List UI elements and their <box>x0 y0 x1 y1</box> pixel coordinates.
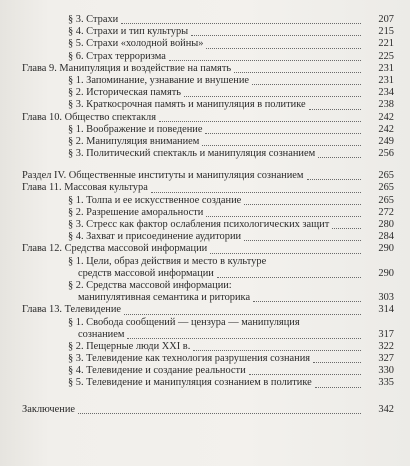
toc-entry <box>0 182 410 194</box>
toc-page-number: 290 <box>378 267 394 279</box>
toc-leader-dots <box>315 377 361 389</box>
toc-entry-title: § 1. Запоминание, узнавание и внушение <box>68 74 250 86</box>
toc-leader-dots <box>206 38 361 50</box>
toc-page-number: 231 <box>378 74 394 86</box>
toc-leader-dots <box>159 112 361 124</box>
toc-leader-dots <box>253 292 361 304</box>
toc-entry <box>0 377 410 389</box>
toc-page-number: 215 <box>378 26 394 38</box>
toc-page-number: 280 <box>378 219 394 230</box>
toc-leader-dots <box>307 170 361 182</box>
toc-entry-title: § 2. Манипуляция вниманием <box>68 135 200 147</box>
toc-entry <box>0 170 410 182</box>
toc-entry <box>0 195 410 207</box>
toc-entry-title: § 3. Стресс как фактор ослабления психологических защит <box>68 219 330 230</box>
toc-entry <box>0 341 410 353</box>
toc-leader-dots <box>244 231 361 243</box>
toc-entry-title: § 4. Телевидение и создание реальности <box>68 365 246 377</box>
toc-entry-title: средств массовой информации <box>78 267 214 279</box>
toc-entry-title: Глава 11. Массовая культура <box>22 182 148 194</box>
toc-page-number: 317 <box>378 328 394 340</box>
toc-leader-dots <box>193 341 361 353</box>
toc-entry-title: § 3. Краткосрочная память и манипуляция в политике <box>68 99 306 111</box>
toc-page-number: 303 <box>378 292 394 304</box>
toc-entry <box>0 87 410 99</box>
toc-page-number: 327 <box>378 353 394 365</box>
toc-entry-title: Раздел IV. Общественные институты и манипуляция сознанием <box>22 170 304 182</box>
toc-page-number: 342 <box>378 403 394 415</box>
toc-leader-dots <box>244 195 361 207</box>
toc-entry <box>0 112 410 124</box>
toc-leader-dots <box>78 404 361 416</box>
toc-leader-dots <box>202 136 361 148</box>
toc-entry-title: Заключение <box>22 403 75 415</box>
toc-leader-dots <box>124 304 361 316</box>
toc-entry <box>0 14 410 26</box>
toc-leader-dots <box>234 63 361 75</box>
toc-leader-dots <box>151 182 361 194</box>
toc-entry <box>0 317 410 329</box>
toc-page-number: 225 <box>378 50 394 62</box>
toc-leader-dots <box>313 353 361 365</box>
toc-entry-title: § 3. Страхи <box>68 14 119 25</box>
toc-entry <box>0 243 410 255</box>
toc-entry-title: § 4. Захват и присоединение аудитории <box>68 231 242 243</box>
toc-leader-dots <box>191 26 361 38</box>
toc-entry-title: Глава 13. Телевидение <box>22 304 122 316</box>
toc-entry <box>0 148 410 160</box>
toc-page-number: 249 <box>378 135 394 147</box>
toc-entry <box>0 124 410 136</box>
toc-page-number: 265 <box>378 170 394 182</box>
toc-entry <box>0 63 410 75</box>
toc-leader-dots <box>206 207 361 219</box>
toc-page-number: 231 <box>378 62 394 74</box>
toc-leader-dots <box>210 243 361 255</box>
table-of-contents <box>0 14 410 416</box>
toc-page-number: 221 <box>378 38 394 50</box>
toc-leader-dots <box>184 87 361 99</box>
toc-entry-title: § 1. Толпа и ее искусственное создание <box>68 194 242 206</box>
toc-entry <box>0 75 410 87</box>
toc-leader-dots <box>205 124 361 136</box>
toc-leader-dots <box>169 51 361 63</box>
toc-leader-dots <box>249 365 361 377</box>
toc-entry-title: § 2. Историческая память <box>68 87 182 99</box>
toc-entry-title: § 2. Средства массовой информации: <box>68 279 232 291</box>
toc-page-number: 290 <box>378 243 394 255</box>
toc-entry-title: манипулятивная семантика и риторика <box>78 292 251 304</box>
toc-entry <box>0 329 410 341</box>
toc-entry-title: Глава 12. Средства массовой информации <box>22 243 208 255</box>
toc-page-number: 284 <box>378 231 394 243</box>
toc-leader-dots <box>252 75 361 87</box>
toc-entry-title: § 2. Пещерные люди XXI в. <box>68 340 191 352</box>
toc-entry <box>0 219 410 231</box>
toc-page-number: 242 <box>378 123 394 135</box>
toc-page-number: 322 <box>378 340 394 352</box>
toc-entry <box>0 51 410 63</box>
toc-entry <box>0 353 410 365</box>
toc-page-number: 234 <box>378 87 394 99</box>
toc-page-number: 330 <box>378 365 394 377</box>
toc-entry <box>0 404 410 416</box>
toc-page-number: 314 <box>378 304 394 316</box>
toc-entry-title: § 1. Воображение и поведение <box>68 123 203 135</box>
toc-entry-title: § 4. Страхи и тип культуры <box>68 26 189 38</box>
toc-entry-title: § 2. Разрешение аморальности <box>68 206 204 218</box>
toc-page-number: 272 <box>378 206 394 218</box>
toc-page-number: 207 <box>378 14 394 25</box>
toc-entry <box>0 231 410 243</box>
toc-leader-dots <box>127 329 361 341</box>
toc-entry-title: Глава 9. Манипуляция и воздействие на память <box>22 62 232 74</box>
toc-entry <box>0 280 410 292</box>
toc-entry <box>0 304 410 316</box>
toc-leader-dots <box>309 99 361 111</box>
toc-leader-dots <box>121 14 361 26</box>
toc-leader-dots <box>332 219 361 231</box>
toc-entry-title: § 5. Телевидение и манипуляция сознанием в политике <box>68 377 312 389</box>
toc-entry-title: Глава 10. Общество спектакля <box>22 111 157 123</box>
toc-entry-title: § 6. Страх терроризма <box>68 50 166 62</box>
toc-page-number: 335 <box>378 377 394 389</box>
toc-leader-dots <box>318 148 361 160</box>
toc-entry <box>0 268 410 280</box>
toc-entry-title: § 5. Страхи «холодной войны» <box>68 38 204 50</box>
section-gap <box>0 160 410 170</box>
toc-page-number: 265 <box>378 194 394 206</box>
toc-entry <box>0 136 410 148</box>
section-gap <box>0 390 410 404</box>
toc-entry <box>0 365 410 377</box>
toc-entry-title: § 3. Политический спектакль и манипуляция сознанием <box>68 148 316 160</box>
toc-page-number: 238 <box>378 99 394 111</box>
toc-entry-title: сознанием <box>78 328 125 340</box>
toc-entry <box>0 99 410 111</box>
toc-entry <box>0 292 410 304</box>
toc-entry-title: § 1. Цели, образ действия и место в культуре <box>68 255 267 267</box>
toc-page-number: 242 <box>378 111 394 123</box>
toc-entry-title: § 1. Свобода сообщений — цензура — манипуляция <box>68 316 300 328</box>
toc-entry <box>0 207 410 219</box>
toc-entry <box>0 38 410 50</box>
toc-page-number: 265 <box>378 182 394 194</box>
toc-entry <box>0 256 410 268</box>
toc-entry <box>0 26 410 38</box>
toc-entry-title: § 3. Телевидение как технология разрушения сознания <box>68 353 311 365</box>
toc-page-number: 256 <box>378 148 394 160</box>
toc-leader-dots <box>217 268 361 280</box>
